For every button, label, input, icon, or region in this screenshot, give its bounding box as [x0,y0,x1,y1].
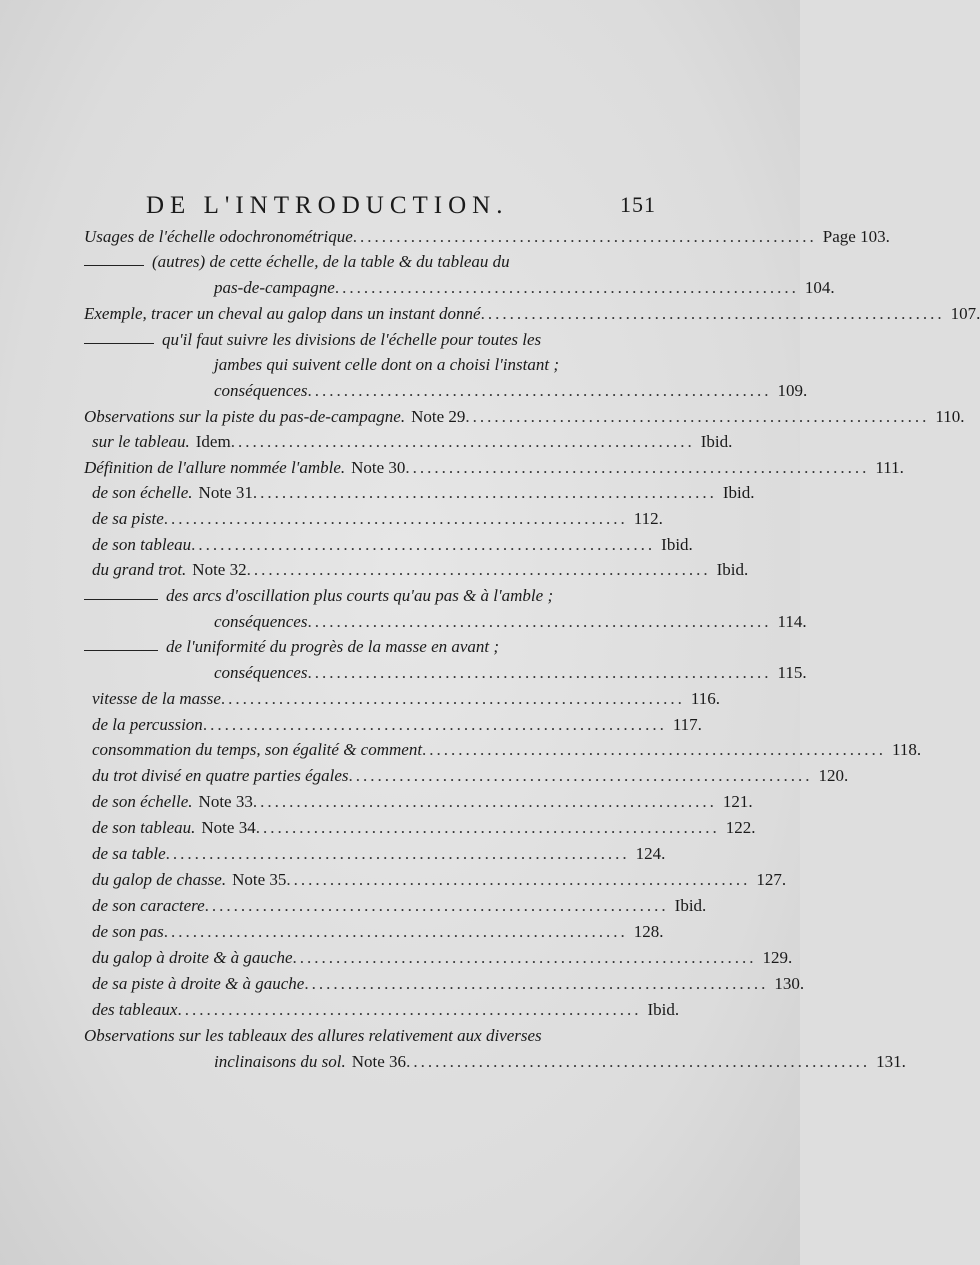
toc-entry [84,973,805,995]
toc-entry [84,895,707,917]
toc-entry [84,714,702,736]
entry-page: 111. [875,458,904,477]
leader-dots: ................................................................ [177,1000,642,1019]
leader-dots: ................................................................ [163,509,628,528]
toc-entry [84,559,749,581]
leader-dots: ................................................................ [252,792,717,811]
entry-text: (autres) de cette échelle, de la table & du tableau du [152,252,510,271]
entry-page: 122. [725,818,756,837]
entry-page: 110. [935,407,965,426]
entry-text: vitesse de la masse [92,689,221,708]
toc-entry-continuation [84,380,808,402]
toc-entry [84,843,666,865]
entry-text: conséquences [214,381,308,400]
leader-dots: ................................................................ [292,948,757,967]
entry-page: 124. [635,844,666,863]
toc-entry-continuation [84,611,807,633]
entry-text: du trot divisé en quatre parties égales [92,766,349,785]
leader-dots: ................................................................ [465,407,930,426]
entry-page: 116. [690,689,721,708]
toc-entry-continuation [84,354,626,376]
entry-text: de sa table [92,844,166,863]
entry-text: consommation du temps, son égalité & comment [92,740,423,759]
entry-page: 118. [892,740,922,759]
toc-entry [84,869,787,891]
ditto-rule [84,599,158,600]
toc-entry [84,457,904,479]
entry-text: de son tableau [92,535,192,554]
leader-dots: ................................................................ [220,689,685,708]
entry-text: de sa piste à droite & à gauche [92,974,305,993]
entry-text: pas-de-campagne [214,278,335,297]
entry-page: Ibid. [722,483,755,502]
toc-entry [84,251,626,273]
leader-dots: ................................................................ [307,612,772,631]
entry-page: 107. [950,304,980,323]
entry-page: 120. [818,766,849,785]
toc-entry [84,508,663,530]
toc-entry [84,585,626,607]
entry-text: qu'il faut suivre les divisions de l'échelle pour toutes les [162,330,542,349]
entry-text: Définition de l'allure nommée l'amble. [84,458,346,477]
leader-dots: ................................................................ [480,304,945,323]
entry-page: 129. [762,948,793,967]
leader-dots: ................................................................ [352,227,817,246]
leader-dots: ................................................................ [246,560,711,579]
toc-entry-continuation [84,1051,906,1073]
leader-dots: ................................................................ [163,922,628,941]
entry-page: Ibid. [700,432,733,451]
entry-text: du grand trot. [92,560,187,579]
toc-entry [84,817,756,839]
entry-text: de sa piste [92,509,164,528]
entry-note: Note 30 [351,458,406,477]
entry-text: Observations sur les tableaux des allures relativement aux diverses [84,1026,542,1045]
entry-page: 109. [777,381,808,400]
toc-entry [84,534,693,556]
toc-entry [84,329,626,351]
ditto-rule [84,343,154,344]
entry-page: 130. [774,974,805,993]
ditto-rule [84,650,158,651]
page-header [146,192,656,224]
leader-dots: ................................................................ [165,844,630,863]
entry-page: 127. [756,870,787,889]
entry-page: Ibid. [661,535,693,554]
leader-dots: ................................................................ [348,766,813,785]
entry-page: 128. [633,922,664,941]
toc-entry [84,765,849,787]
leader-dots: ................................................................ [255,818,720,837]
toc-entry [84,303,980,325]
entry-page: 121. [722,792,753,811]
entry-text: de son tableau. [92,818,196,837]
toc-entry [84,739,922,761]
entry-text: de son pas [92,922,164,941]
entry-text: des tableaux [92,1000,178,1019]
entry-text: du galop à droite & à gauche [92,948,293,967]
entry-note: Note 33 [198,792,253,811]
ditto-rule [84,265,144,266]
toc-entry [84,947,793,969]
entry-note: Note 34 [201,818,256,837]
toc-entry [84,791,753,813]
entry-page: Page 103. [822,227,890,246]
entry-text: inclinaisons du sol. [214,1052,346,1071]
entry-text: conséquences [214,612,308,631]
entry-text: Usages de l'échelle odochronométrique [84,227,353,246]
entry-note: Note 36 [351,1052,407,1071]
toc-entry-continuation [84,662,807,684]
leader-dots: ................................................................ [422,740,887,759]
entry-page: 117. [672,715,702,734]
toc-entry-continuation [84,277,835,299]
entry-text: de son caractere [92,896,205,915]
entry-page: Ibid. [647,1000,680,1019]
toc-entry [84,431,733,453]
entry-text: de la percussion [92,715,203,734]
leader-dots: ................................................................ [334,278,799,297]
entry-text: Exemple, tracer un cheval au galop dans un instant donné [84,304,481,323]
toc-entry [84,482,755,504]
toc-entry [84,636,626,658]
entry-text: du galop de chasse. [92,870,227,889]
entry-note: Note 32 [192,560,247,579]
leader-dots: ................................................................ [304,974,769,993]
entry-note: Note 31 [198,483,253,502]
entry-text: de son échelle. [92,483,193,502]
entry-text: jambes qui suivent celle dont on a choisi l'instant ; [214,355,560,374]
leader-dots: ................................................................ [252,483,717,502]
leader-dots: ................................................................ [230,432,695,451]
entry-note: Note 35 [232,870,287,889]
entry-text: Observations sur la piste du pas-de-campagne. [84,407,406,426]
entry-note: Note 29 [411,407,466,426]
toc-entry [84,999,680,1021]
leader-dots: ................................................................ [307,663,772,682]
entry-page: 114. [777,612,807,631]
toc-entry [84,688,721,710]
toc-entry [84,406,965,428]
leader-dots: ................................................................ [286,870,751,889]
leader-dots: ................................................................ [406,1052,871,1071]
leader-dots: ................................................................ [405,458,870,477]
entry-text: sur le tableau. [92,432,190,451]
entry-page: Ibid. [716,560,749,579]
entry-text: des arcs d'oscillation plus courts qu'au pas & à l'amble ; [166,586,554,605]
leader-dots: ................................................................ [204,896,669,915]
toc-entry [84,226,890,248]
entry-page: Ibid. [674,896,707,915]
toc-entry [84,1025,626,1047]
entry-text: de l'uniformité du progrès de la masse en avant ; [166,637,500,656]
running-title: DE L'INTRODUCTION. [146,192,509,219]
entry-page: 131. [876,1052,906,1071]
entry-text: de son échelle. [92,792,193,811]
leader-dots: ................................................................ [307,381,772,400]
entry-page: 104. [804,278,835,297]
entry-note: Idem [195,432,231,451]
entry-text: conséquences [214,663,308,682]
page-number: 151 [620,192,656,217]
entry-page: 115. [777,663,807,682]
leader-dots: ................................................................ [191,535,656,554]
toc-entry [84,921,664,943]
leader-dots: ................................................................ [202,715,667,734]
entry-page: 112. [633,509,663,528]
